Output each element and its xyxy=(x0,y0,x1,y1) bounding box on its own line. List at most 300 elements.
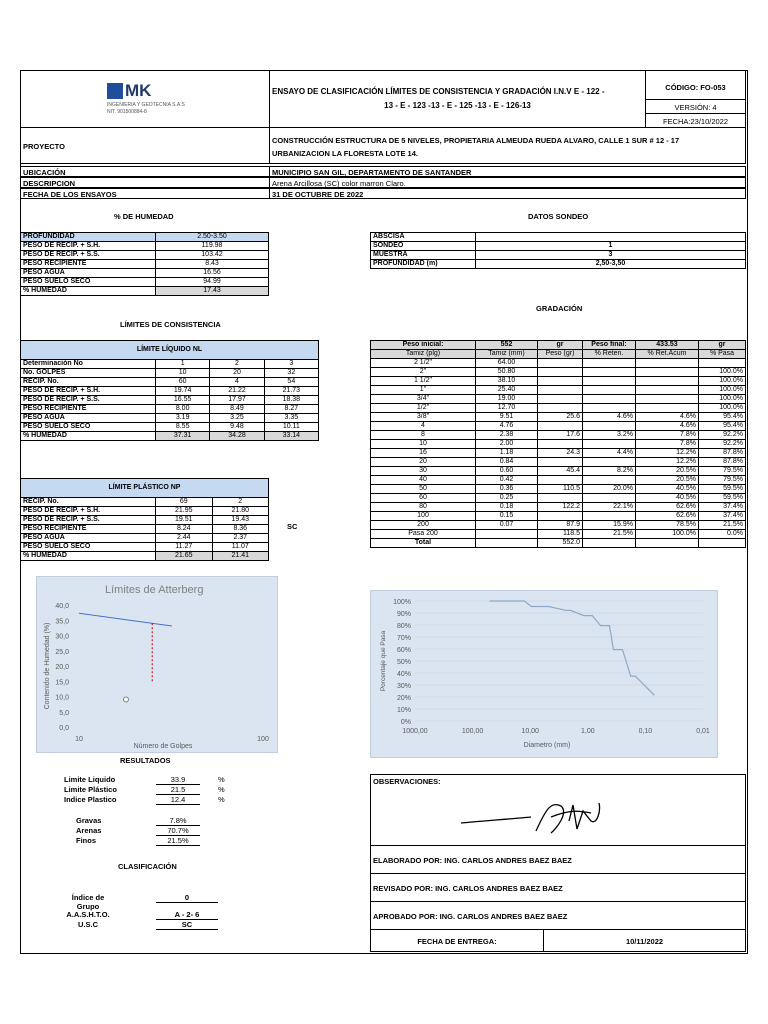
atterberg-chart xyxy=(36,576,278,753)
humedad-label: PESO RECIPIENTE xyxy=(21,260,156,269)
gradacion-cell xyxy=(583,539,636,548)
gradacion-cell xyxy=(538,377,583,386)
gradacion-cell: 4.76 xyxy=(476,422,538,431)
ll-value: 60 xyxy=(156,378,210,387)
gradacion-cell xyxy=(636,359,699,368)
gradacion-cell: 20.0% xyxy=(583,485,636,494)
gradation-ytick: 90% xyxy=(396,611,411,618)
lp-row xyxy=(21,552,269,561)
gradacion-cell: 21.5% xyxy=(583,530,636,539)
gradacion-cell: Total xyxy=(371,539,476,548)
gradacion-row xyxy=(371,449,746,458)
ll-label: PESO SUELO SECO xyxy=(21,423,156,432)
humedad-label: PROFUNDIDAD xyxy=(21,233,156,242)
ll-row xyxy=(21,387,319,396)
atterberg-ylabel: Contenido de Humedad (%) xyxy=(44,622,51,710)
fecha-entrega-label: FECHA DE ENTREGA: xyxy=(417,937,497,946)
clasificacion-value: SC xyxy=(156,920,218,930)
sondeo-row xyxy=(371,242,746,251)
gradacion-header: % Pasa xyxy=(699,350,746,359)
gradation-ytick: 100% xyxy=(393,599,411,606)
lp-table xyxy=(20,478,269,561)
humedad-row xyxy=(21,260,269,269)
title-line1: ENSAYO DE CLASIFICACIÓN LÍMITES DE CONSISTENCIA Y GRADACIÓN I.N.V E - 122 - xyxy=(272,87,605,96)
ll-value: 1 xyxy=(156,360,210,369)
gradacion-cell: 0.84 xyxy=(476,458,538,467)
ll-value: 33.14 xyxy=(264,432,318,441)
gradacion-cell: 59.5% xyxy=(699,485,746,494)
lp-value: 11.27 xyxy=(156,543,213,552)
humedad-value: 8.43 xyxy=(156,260,269,269)
gradation-ytick: 20% xyxy=(396,695,411,702)
lp-label: % HUMEDAD xyxy=(21,552,156,561)
lp-value: 21.95 xyxy=(156,507,213,516)
gradacion-cell: 4.6% xyxy=(636,422,699,431)
gradacion-cell xyxy=(476,530,538,539)
fraccion-value: 70.7% xyxy=(156,826,200,836)
gradation-ytick: 80% xyxy=(396,623,411,630)
gradacion-cell: 79.5% xyxy=(699,476,746,485)
atterberg-point xyxy=(123,697,128,702)
ll-label: % HUMEDAD xyxy=(21,432,156,441)
gradacion-cell: 12.2% xyxy=(636,449,699,458)
ll-row xyxy=(21,432,319,441)
lp-row xyxy=(21,534,269,543)
gradacion-cell: 10 xyxy=(371,440,476,449)
ll-value: 54 xyxy=(264,378,318,387)
ll-label: PESO DE RECIP. + S.H. xyxy=(21,387,156,396)
gradacion-cell: 78.5% xyxy=(636,521,699,530)
gradacion-cell: 2.00 xyxy=(476,440,538,449)
gradation-xtick: 10,00 xyxy=(521,728,539,735)
gradacion-cell xyxy=(538,422,583,431)
gradation-ytick: 0% xyxy=(400,719,411,726)
title-cell xyxy=(269,70,646,128)
atterberg-xlabel: Número de Golpes xyxy=(133,743,193,750)
atterberg-ytick: 5,0 xyxy=(59,709,69,717)
gradacion-cell: 3/4" xyxy=(371,395,476,404)
gradacion-cell: 2" xyxy=(371,368,476,377)
gradacion-cell: 200 xyxy=(371,521,476,530)
gradacion-cell: 7.8% xyxy=(636,440,699,449)
gradacion-cell: 40.5% xyxy=(636,494,699,503)
observaciones-label: OBSERVACIONES: xyxy=(373,777,441,786)
peso-inicial-label: Peso inicial: xyxy=(371,341,476,350)
gradacion-cell: 3/8" xyxy=(371,413,476,422)
gradacion-header: % Ret.Acum xyxy=(636,350,699,359)
gradacion-header: Peso (gr) xyxy=(538,350,583,359)
gradation-ytick: 60% xyxy=(396,647,411,654)
ll-table xyxy=(20,340,319,441)
ll-value: 8.00 xyxy=(156,405,210,414)
lp-label: PESO AGUA xyxy=(21,534,156,543)
gradacion-cell: 95.4% xyxy=(699,413,746,422)
sondeo-label: MUESTRA xyxy=(371,251,476,260)
gradacion-row xyxy=(371,512,746,521)
sondeo-row xyxy=(371,251,746,260)
fraccion-label: Arenas xyxy=(76,826,102,835)
humedad-row xyxy=(21,269,269,278)
gradacion-cell xyxy=(583,422,636,431)
gradacion-cell xyxy=(583,404,636,413)
ll-label: PESO RECIPIENTE xyxy=(21,405,156,414)
gradacion-cell: 80 xyxy=(371,503,476,512)
gradacion-cell xyxy=(699,359,746,368)
humedad-value: 2.50-3.50 xyxy=(156,233,269,242)
gradacion-cell xyxy=(636,395,699,404)
gradacion-cell: 0.0% xyxy=(699,530,746,539)
gradacion-row xyxy=(371,413,746,422)
lp-value: 2.44 xyxy=(156,534,213,543)
sondeo-label: PROFUNDIDAD (m) xyxy=(371,260,476,269)
atterberg-title: Límites de Atterberg xyxy=(105,584,204,596)
gradacion-row xyxy=(371,521,746,530)
atterberg-ytick: 0,0 xyxy=(59,725,69,732)
humedad-label: PESO DE RECIP. + S.S. xyxy=(21,251,156,260)
fecha-ensayos-label-cell xyxy=(20,188,270,199)
limites-title: LÍMITES DE CONSISTENCIA xyxy=(120,320,221,329)
atterberg-ytick: 15,0 xyxy=(55,679,69,687)
ll-value: 3.35 xyxy=(264,414,318,423)
gradacion-cell xyxy=(636,377,699,386)
ll-label: No. GOLPES xyxy=(21,369,156,378)
gradacion-row xyxy=(371,368,746,377)
atterberg-flow-line xyxy=(79,613,172,626)
resultados-title: RESULTADOS xyxy=(120,756,171,765)
gradacion-row xyxy=(371,494,746,503)
gradacion-cell: 62.6% xyxy=(636,512,699,521)
resultado-label: Limite Plástico xyxy=(64,785,117,794)
ll-value: 32 xyxy=(264,369,318,378)
gradacion-row xyxy=(371,386,746,395)
gradacion-cell: 20 xyxy=(371,458,476,467)
gradacion-cell xyxy=(538,476,583,485)
ll-row xyxy=(21,369,319,378)
gradation-svg xyxy=(371,591,717,757)
lp-row xyxy=(21,507,269,516)
gradacion-cell: 45.4 xyxy=(538,467,583,476)
lp-label: PESO SUELO SECO xyxy=(21,543,156,552)
gradacion-cell: 20.5% xyxy=(636,476,699,485)
clasificacion-title: CLASIFICACIÓN xyxy=(118,862,177,871)
gradacion-row xyxy=(371,404,746,413)
atterberg-ytick: 25,0 xyxy=(55,648,69,656)
ll-value: 10.11 xyxy=(264,423,318,432)
gradacion-cell xyxy=(583,386,636,395)
gradacion-cell: 37.4% xyxy=(699,512,746,521)
ll-row xyxy=(21,423,319,432)
sondeo-value: 2,50-3,50 xyxy=(476,260,746,269)
gradacion-cell: 100.0% xyxy=(699,395,746,404)
gradacion-cell xyxy=(583,458,636,467)
gradacion-row xyxy=(371,422,746,431)
signature-image xyxy=(451,791,631,841)
gradacion-cell: 552.0 xyxy=(538,539,583,548)
ll-value: 3.25 xyxy=(210,414,264,423)
gradacion-header: % Reten. xyxy=(583,350,636,359)
fecha-entrega-value: 10/11/2022 xyxy=(625,937,664,946)
fecha-entrega-value-cell xyxy=(543,929,746,952)
ll-value: 8.27 xyxy=(264,405,318,414)
gradacion-cell xyxy=(538,395,583,404)
descripcion-value: Arena Arcillosa (SC) color marron Claro. xyxy=(272,179,406,188)
peso-final-value: 433.53 xyxy=(636,341,699,350)
sondeo-label: ABSCISA xyxy=(371,233,476,242)
fraccion-value: 21.5% xyxy=(156,836,200,846)
descripcion-label-cell xyxy=(20,177,270,188)
gradacion-cell: 79.5% xyxy=(699,467,746,476)
ll-value: 34.28 xyxy=(210,432,264,441)
gradacion-cell: 19.00 xyxy=(476,395,538,404)
humedad-value: 17.43 xyxy=(156,287,269,296)
gradation-ytick: 30% xyxy=(396,683,411,690)
gradacion-cell xyxy=(538,368,583,377)
lp-class-label: SC xyxy=(287,522,298,531)
gradacion-cell: 1" xyxy=(371,386,476,395)
aprobado: APROBADO POR: ING. CARLOS ANDRES BAEZ BAEZ xyxy=(373,912,568,921)
gradacion-cell xyxy=(583,368,636,377)
gradacion-row xyxy=(371,440,746,449)
gradacion-cell: 38.10 xyxy=(476,377,538,386)
atterberg-svg xyxy=(37,577,277,752)
gradacion-cell: 0.42 xyxy=(476,476,538,485)
gradacion-cell: 0.18 xyxy=(476,503,538,512)
gradacion-cell: 8.2% xyxy=(583,467,636,476)
atterberg-xtick: 10 xyxy=(75,736,83,743)
gradation-chart xyxy=(370,590,718,758)
sondeo-label: SONDEO xyxy=(371,242,476,251)
gradacion-cell xyxy=(538,458,583,467)
gradation-xtick: 100,00 xyxy=(461,728,484,735)
fecha-doc: FECHA:23/10/2022 xyxy=(662,117,729,126)
sondeo-value xyxy=(476,233,746,242)
fecha-entrega-label-cell xyxy=(370,929,544,952)
gradacion-cell xyxy=(476,539,538,548)
lp-label: PESO RECIPIENTE xyxy=(21,525,156,534)
gradacion-cell xyxy=(538,359,583,368)
humedad-value: 16.56 xyxy=(156,269,269,278)
title-line2: 13 - E - 123 -13 - E - 125 -13 - E - 126-13 xyxy=(384,101,531,110)
gradacion-row xyxy=(371,377,746,386)
gradacion-cell: 3.2% xyxy=(583,431,636,440)
gradacion-cell: 1/2" xyxy=(371,404,476,413)
gradacion-row xyxy=(371,467,746,476)
atterberg-ytick: 35,0 xyxy=(55,618,69,626)
clasificacion-label: U.S.C xyxy=(77,920,98,929)
fecha-doc-cell xyxy=(645,113,746,128)
atterberg-ytick: 40,0 xyxy=(55,603,69,610)
ubicacion-value: MUNICIPIO SAN GIL, DEPARTAMENTO DE SANTANDER xyxy=(272,168,472,177)
gradacion-cell xyxy=(583,359,636,368)
resultado-unit: % xyxy=(218,775,225,784)
resultado-value: 33.9 xyxy=(156,775,200,785)
gradation-curve xyxy=(490,601,655,695)
ll-row xyxy=(21,360,319,369)
gradacion-cell: 9.51 xyxy=(476,413,538,422)
lp-value: 2 xyxy=(212,498,269,507)
lp-label: RECIP. No. xyxy=(21,498,156,507)
humedad-row xyxy=(21,278,269,287)
gradacion-cell: 100.0% xyxy=(699,377,746,386)
gradacion-cell xyxy=(583,494,636,503)
ll-label: PESO AGUA xyxy=(21,414,156,423)
atterberg-ytick: 10,0 xyxy=(55,694,69,702)
gradacion-cell: 7.8% xyxy=(636,431,699,440)
gradacion-cell xyxy=(583,377,636,386)
fraccion-label: Finos xyxy=(76,836,96,845)
lp-value: 21.65 xyxy=(156,552,213,561)
revisado: REVISADO POR: ING. CARLOS ANDRES BAEZ BAEZ xyxy=(373,884,563,893)
lp-title-row xyxy=(21,479,269,498)
lp-value: 2.37 xyxy=(212,534,269,543)
gradacion-cell: 20.5% xyxy=(636,467,699,476)
ubicacion-label-cell xyxy=(20,166,270,177)
gradacion-row xyxy=(371,395,746,404)
gradacion-cell: 1.18 xyxy=(476,449,538,458)
gradacion-cell: 21.5% xyxy=(699,521,746,530)
ll-value: 8.55 xyxy=(156,423,210,432)
humedad-row xyxy=(21,287,269,296)
ll-label: Determinación No xyxy=(21,360,156,369)
gradacion-cell: 4.6% xyxy=(583,413,636,422)
gradacion-cell xyxy=(583,512,636,521)
gradacion-weights-row xyxy=(371,341,746,350)
gradacion-cell: 95.4% xyxy=(699,422,746,431)
proyecto-value-cell xyxy=(269,127,746,164)
proyecto-label: PROYECTO xyxy=(23,142,65,151)
ll-value: 3 xyxy=(264,360,318,369)
gradacion-cell xyxy=(538,386,583,395)
atterberg-xtick: 100 xyxy=(257,736,269,743)
lp-value: 8.36 xyxy=(212,525,269,534)
gradacion-row xyxy=(371,359,746,368)
gradacion-cell xyxy=(636,386,699,395)
gradacion-cell: 16 xyxy=(371,449,476,458)
gradacion-row xyxy=(371,530,746,539)
ll-label: PESO DE RECIP. + S.S. xyxy=(21,396,156,405)
gradacion-header: Tamiz (mm) xyxy=(476,350,538,359)
ll-title-row xyxy=(21,341,319,360)
lp-value: 21.41 xyxy=(212,552,269,561)
clasificacion-label: A.A.S.H.T.O. xyxy=(66,910,110,919)
ll-row xyxy=(21,414,319,423)
ubicacion-label: UBICACIÓN xyxy=(23,168,66,177)
ll-value: 3.19 xyxy=(156,414,210,423)
gradacion-cell: 2.38 xyxy=(476,431,538,440)
sondeo-table xyxy=(370,232,746,269)
gradacion-cell xyxy=(538,440,583,449)
ll-value: 21.22 xyxy=(210,387,264,396)
gradacion-cell: 2 1/2" xyxy=(371,359,476,368)
fecha-ensayos-value-cell xyxy=(269,188,746,199)
observaciones-cell xyxy=(370,774,746,846)
ubicacion-value-cell xyxy=(269,166,746,177)
sondeo-value: 3 xyxy=(476,251,746,260)
gradation-xtick: 1000,00 xyxy=(402,728,428,735)
descripcion-label: DESCRIPCION xyxy=(23,179,76,188)
resultado-value: 12.4 xyxy=(156,795,200,805)
gradacion-cell xyxy=(538,512,583,521)
gradacion-cell: 60 xyxy=(371,494,476,503)
fraccion-label: Gravas xyxy=(76,816,102,825)
peso-final-label: Peso final: xyxy=(583,341,636,350)
lp-row xyxy=(21,543,269,552)
gradacion-row xyxy=(371,503,746,512)
ll-title: LÍMITE LÍQUIDO NL xyxy=(21,341,319,360)
gradacion-cell: 4.4% xyxy=(583,449,636,458)
sondeo-row xyxy=(371,233,746,242)
gradacion-cell xyxy=(583,440,636,449)
logo-line2: NIT. 901500884-8 xyxy=(107,109,147,115)
revisado-cell xyxy=(370,873,746,902)
ll-value: 16.55 xyxy=(156,396,210,405)
gradation-xtick: 0,01 xyxy=(696,728,710,735)
ll-value: 37.31 xyxy=(156,432,210,441)
gradacion-row xyxy=(371,476,746,485)
gradacion-cell: 87.8% xyxy=(699,449,746,458)
logo-cell xyxy=(20,70,270,128)
codigo-cell xyxy=(645,70,746,100)
version-cell xyxy=(645,99,746,114)
gradation-ytick: 40% xyxy=(396,671,411,678)
gradation-ytick: 70% xyxy=(396,635,411,642)
proyecto-line1: CONSTRUCCIÓN ESTRUCTURA DE 5 NIVELES, PROPIETARIA ALMEUDA RUEDA ALVARO, CALLE 1 SUR # 12 - 17 xyxy=(272,136,680,145)
humedad-row xyxy=(21,251,269,260)
atterberg-ytick: 30,0 xyxy=(55,633,69,641)
gradacion-cell xyxy=(538,494,583,503)
gradacion-cell: 15.9% xyxy=(583,521,636,530)
gradacion-cell: Pasa 200 xyxy=(371,530,476,539)
lp-value: 69 xyxy=(156,498,213,507)
sondeo-value: 1 xyxy=(476,242,746,251)
humedad-row xyxy=(21,242,269,251)
lp-title: LÍMITE PLÁSTICO NP xyxy=(21,479,269,498)
lp-value: 19.43 xyxy=(212,516,269,525)
gradacion-table xyxy=(370,340,746,548)
gradacion-cell: 50.80 xyxy=(476,368,538,377)
gradacion-cell: 122.2 xyxy=(538,503,583,512)
gradation-xtick: 0,10 xyxy=(638,728,653,735)
gradacion-cell xyxy=(699,539,746,548)
lp-value: 8.24 xyxy=(156,525,213,534)
humedad-label: PESO AGUA xyxy=(21,269,156,278)
fecha-ensayos-value: 31 DE OCTUBRE DE 2022 xyxy=(272,190,364,199)
descripcion-value-cell xyxy=(269,177,746,188)
peso-final-unit: gr xyxy=(699,341,746,350)
gradacion-cell: 25.6 xyxy=(538,413,583,422)
ll-value: 17.97 xyxy=(210,396,264,405)
gradacion-cell xyxy=(583,395,636,404)
ll-row xyxy=(21,396,319,405)
ll-value: 4 xyxy=(210,378,264,387)
gradacion-cell: 12.70 xyxy=(476,404,538,413)
humedad-value: 119.98 xyxy=(156,242,269,251)
gradacion-cell: 0.36 xyxy=(476,485,538,494)
lp-value: 21.80 xyxy=(212,507,269,516)
gradacion-cell: 0.25 xyxy=(476,494,538,503)
ll-row xyxy=(21,378,319,387)
gradation-xlabel: Diametro (mm) xyxy=(523,742,571,749)
logo-brand: MK xyxy=(125,81,152,100)
fraccion-value: 7.8% xyxy=(156,816,200,826)
gradacion-cell: 4.6% xyxy=(636,413,699,422)
humedad-value: 94.99 xyxy=(156,278,269,287)
gradacion-cell: 8 xyxy=(371,431,476,440)
gradacion-cell: 25.40 xyxy=(476,386,538,395)
clasificacion-value: A - 2- 6 xyxy=(156,910,218,920)
ll-value: 10 xyxy=(156,369,210,378)
gradacion-cell: 87.9 xyxy=(538,521,583,530)
